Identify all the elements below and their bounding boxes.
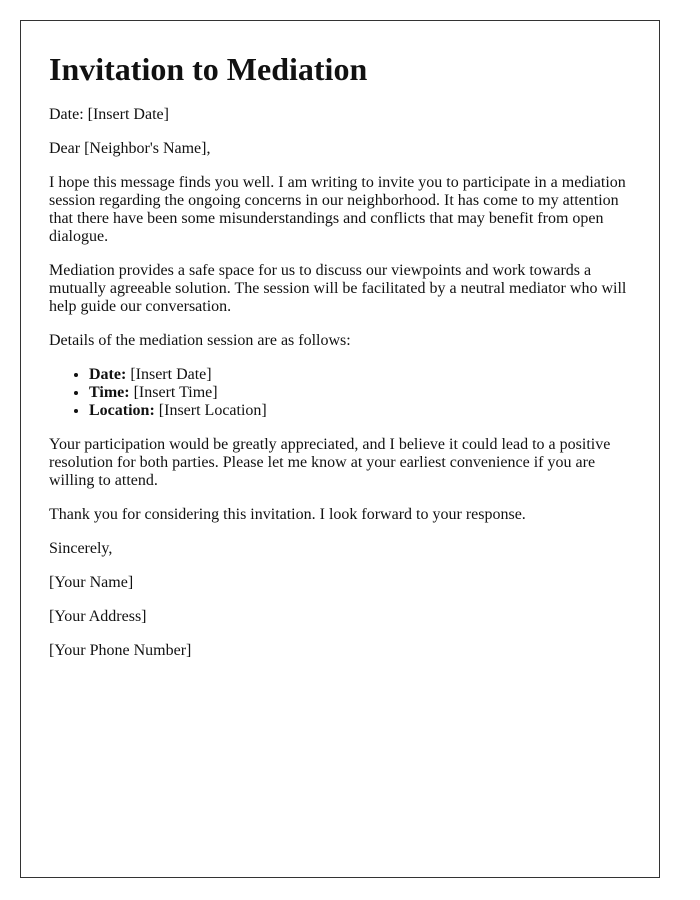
letter-title: Invitation to Mediation	[49, 51, 368, 87]
body-paragraph-1: I hope this message finds you well. I am writing to invite you to participate in a mediation session regarding the ongoing concerns in our neighborhood. It has come to my attention that there have been some misunderstandings and conflicts that may benefit from open dialogue.	[49, 174, 626, 245]
date-line: Date: [Insert Date]	[49, 106, 169, 123]
details-list	[49, 366, 631, 420]
details-value: [Insert Time]	[129, 384, 218, 401]
signature-address: [Your Address]	[49, 608, 147, 625]
details-item-time	[89, 384, 631, 402]
signature-phone: [Your Phone Number]	[49, 642, 192, 659]
details-intro: Details of the mediation session are as follows:	[49, 332, 351, 349]
body-paragraph-3: Your participation would be greatly appreciated, and I believe it could lead to a positive resolution for both parties. Please let me know at your earliest convenience if you are willing to attend.	[49, 436, 611, 489]
signature-name: [Your Name]	[49, 574, 134, 591]
letter-page	[20, 20, 660, 878]
details-item-date	[89, 366, 631, 384]
details-value: [Insert Date]	[126, 366, 212, 383]
details-value: [Insert Location]	[154, 402, 267, 419]
body-paragraph-2: Mediation provides a safe space for us to discuss our viewpoints and work towards a mutually agreeable solution. The session will be facilitated by a neutral mediator who will help guide our conversation.	[49, 262, 627, 315]
details-label: Date:	[89, 366, 127, 383]
details-item-location	[89, 402, 631, 420]
closing: Sincerely,	[49, 540, 113, 557]
details-label: Location:	[89, 402, 155, 419]
salutation: Dear [Neighbor's Name],	[49, 140, 211, 157]
body-paragraph-4: Thank you for considering this invitation. I look forward to your response.	[49, 506, 526, 523]
details-label: Time:	[89, 384, 130, 401]
